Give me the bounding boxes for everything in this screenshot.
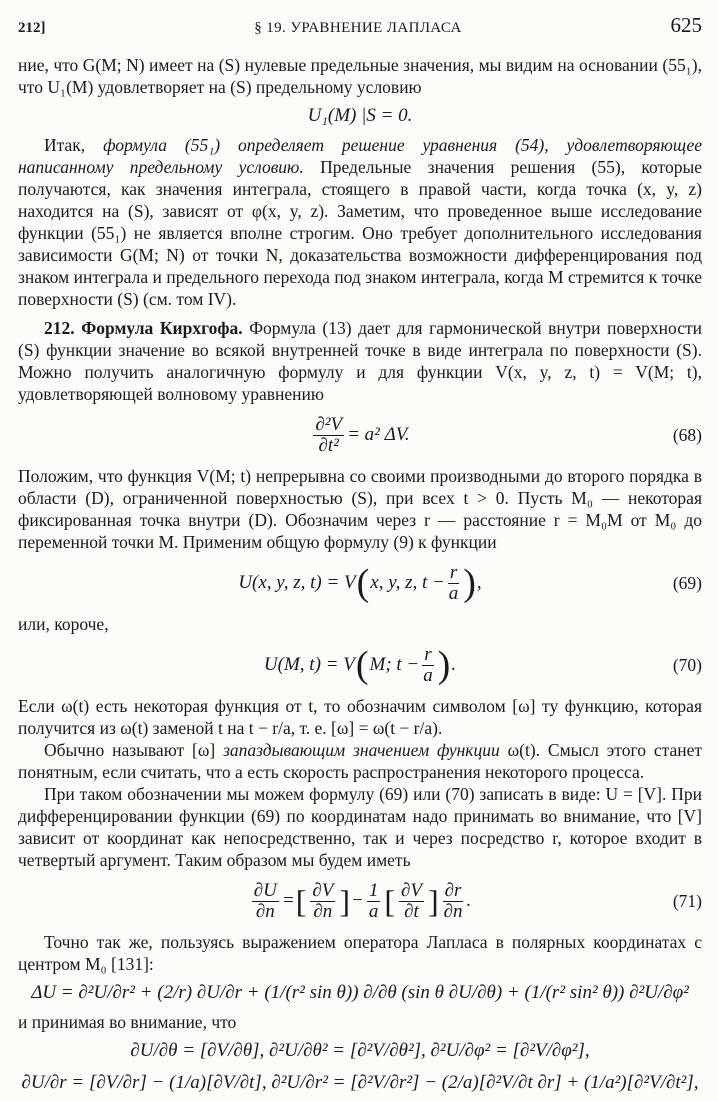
equation-derivatives-1: ∂U/∂θ = [∂V/∂θ], ∂²U/∂θ² = [∂²V/∂θ²], ∂²U/∂φ² = [∂²V/∂φ²], bbox=[130, 1040, 590, 1061]
page-body bbox=[18, 54, 702, 1101]
equation-71: $\frac{\partial U}{\partial n}$ = [ $\frac{\partial V}{\partial n}$ ] − $\frac{1}{a}$ [ $\frac{\partial V}{\partial t}$ ] $\frac{\partial r}{\partial n}$ . (71) bbox=[253, 879, 702, 922]
equation-68: $\frac{\text{∂²V}}{\text{∂t²}}$ = a² ΔV. (68) bbox=[315, 413, 702, 456]
paragraph-2: Итак, формула (55₁) определяет решение уравнения (54), удовлетворяющее написанному предельному условию. Предельные значения решения (55), которые получаются, как значения интеграла, стоящего в правой части, когда точка (x, y, z) находится на (S), зависят от φ(x, y, z). Заметим, что проведенное выше исследование функции (55₁) не является вполне строгим. Оно требует дополнительного исследования зависимости G(M; N) от точки N, доказательства возможности дифференцирования под знаком интеграла и предельного перехода под знаком интеграла, когда M стремится к точке поверхности (S) (см. том IV). bbox=[18, 135, 703, 309]
page-number: 625 bbox=[670, 13, 702, 37]
equation-number: (71) bbox=[672, 891, 702, 911]
paragraph-6: Если ω(t) есть некоторая функция от t, то обозначим символом [ω] ту функцию, которая получится из ω(t) заменой t на t − r/a, т. е. [ω] = ω(t − r/a). bbox=[18, 696, 702, 738]
paragraph-4: Положим, что функция V(M; t) непрерывна со своими производными до второго порядка в области (D), ограниченной поверхностью (S), при всех t > 0. Пусть M₀ — некоторая фиксированная точка внутри (D). Обозначим через r — расстояние r = M₀M от M₀ до переменной точки M. Применим общую формулу (9) к функции bbox=[18, 466, 702, 552]
paragraph-1: ние, что G(M; N) имеет на (S) нулевые предельные значения, мы видим на основании (55₁), что U₁(M) удовлетворяет на (S) предельному условию bbox=[18, 55, 702, 97]
paragraph-7: Обычно называют [ω] запаздывающим значением функции ω(t). Смысл этого станет понятным, если считать, что a есть скорость распространения некоторого процесса. bbox=[18, 740, 702, 782]
paragraph-10: и принимая во внимание, что bbox=[18, 1012, 237, 1032]
equation-derivatives-2: ∂U/∂r = [∂V/∂r] − (1/a)[∂V/∂t], ∂²U/∂r² = [∂²V/∂r²] − (2/a)[∂²V/∂t ∂r] + (1/a²)[∂²V/∂t²], bbox=[21, 1072, 699, 1093]
paragraph-5: или, короче, bbox=[18, 614, 109, 634]
equation-number: (69) bbox=[672, 573, 702, 593]
paragraph-9: Точно так же, пользуясь выражением оператора Лапласа в полярных координатах с центром M₀ [131]: bbox=[18, 932, 702, 974]
section-heading: 212. Формула Кирхгофа. bbox=[44, 318, 243, 338]
emphasis-text: запаздывающим значением функции bbox=[223, 740, 500, 760]
emphasis-text: формула (55₁) определяет решение уравнения (54), удовлетворяющее написанному предельному условию. bbox=[18, 135, 702, 177]
equation-69: U(x, y, z, t) = V ( x, y, z, t − $\frac{r}{a}$ ) , (69) bbox=[238, 561, 702, 604]
section-reference: 212] bbox=[18, 20, 46, 36]
paragraph-8: При таком обозначении мы можем формулу (69) или (70) записать в виде: U = [V]. При дифференцировании функции (69) по координатам надо принимать во внимание, что [V] зависит от координат как непосредственно, так и через посредство r, которое входит в четвертый аргумент. Таким образом мы будем иметь bbox=[18, 784, 702, 870]
running-header bbox=[18, 14, 702, 40]
section-title: § 19. УРАВНЕНИЕ ЛАПЛАСА bbox=[254, 20, 462, 36]
equation-boundary-condition: U₁(M) |S = 0. bbox=[307, 105, 413, 126]
equation-number: (68) bbox=[672, 425, 702, 445]
equation-70: U(M, t) = V ( M; t − $\frac{r}{a}$ ) . (70) bbox=[263, 643, 702, 686]
paragraph-kirchhoff-intro: 212. Формула Кирхгофа. Формула (13) дает для гармонической внутри поверхности (S) функции значение во всякой внутренней точке в виде интеграла по поверхности (S). Можно получить аналогичную формулу и для функции V(x, y, z, t) = V(M; t), удовлетворяющей волновому уравнению bbox=[18, 318, 702, 404]
equation-laplace-polar: ΔU = ∂²U/∂r² + (2/r) ∂U/∂r + (1/(r² sin θ)) ∂/∂θ (sin θ ∂U/∂θ) + (1/(r² sin² θ)) ∂²U/∂φ² bbox=[31, 982, 689, 1003]
equation-number: (70) bbox=[672, 655, 702, 675]
